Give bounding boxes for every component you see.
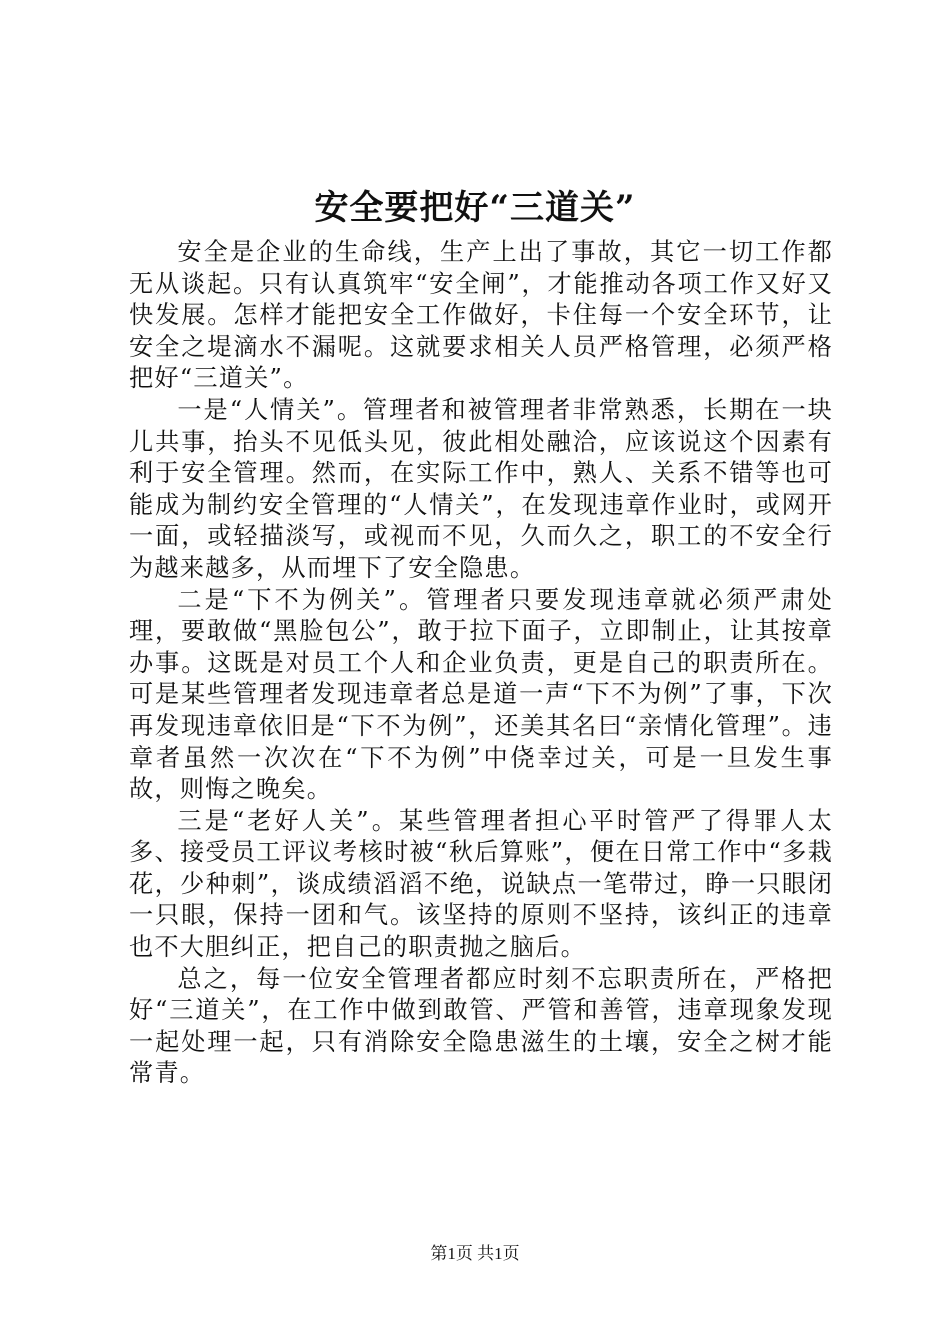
document-body bbox=[129, 237, 833, 1090]
page-number-footer: 第1页 共1页 bbox=[430, 1244, 520, 1263]
document-title: 安全要把好“三道关” bbox=[314, 188, 636, 228]
paragraph-second-pass: 二是“下不为例关”。管理者只要发现违章就必须严肃处理，要敢做“黑脸包公”，敢于拉下面子，立即制止，让其按章办事。这既是对员工个人和企业负责，更是自己的职责所在。可是某些管理者发现违章者总是道一声“下不为例”了事，下次再发现违章依旧是“下不为例”，还美其名曰“亲情化管理”。违章者虽然一次次在“下不为例”中侥幸过关，可是一旦发生事故，则悔之晚矣。 bbox=[129, 585, 833, 804]
paragraph-first-pass: 一是“人情关”。管理者和被管理者非常熟悉，长期在一块儿共事，抬头不见低头见，彼此相处融洽，应该说这个因素有利于安全管理。然而，在实际工作中，熟人、关系不错等也可能成为制约安全管理的“人情关”，在发现违章作业时，或网开一面，或轻描淡写，或视而不见，久而久之，职工的不安全行为越来越多，从而埋下了安全隐患。 bbox=[129, 395, 833, 582]
paragraph-third-pass: 三是“老好人关”。某些管理者担心平时管严了得罪人太多、接受员工评议考核时被“秋后算账”，便在日常工作中“多栽花，少种刺”，谈成绩滔滔不绝，说缺点一笔带过，睁一只眼闭一只眼，保持一团和气。该坚持的原则不坚持，该纠正的违章也不大胆纠正，把自己的职责抛之脑后。 bbox=[129, 806, 833, 962]
paragraph-conclusion: 总之，每一位安全管理者都应时刻不忘职责所在，严格把好“三道关”，在工作中做到敢管、严管和善管，违章现象发现一起处理一起，只有消除安全隐患滋生的土壤，安全之树才能常青。 bbox=[129, 964, 833, 1088]
paragraph-intro: 安全是企业的生命线，生产上出了事故，其它一切工作都无从谈起。只有认真筑牢“安全闸”，才能推动各项工作又好又快发展。怎样才能把安全工作做好，卡住每一个安全环节，让安全之堤滴水不漏呢。这就要求相关人员严格管理，必须严格把好“三道关”。 bbox=[129, 238, 833, 393]
